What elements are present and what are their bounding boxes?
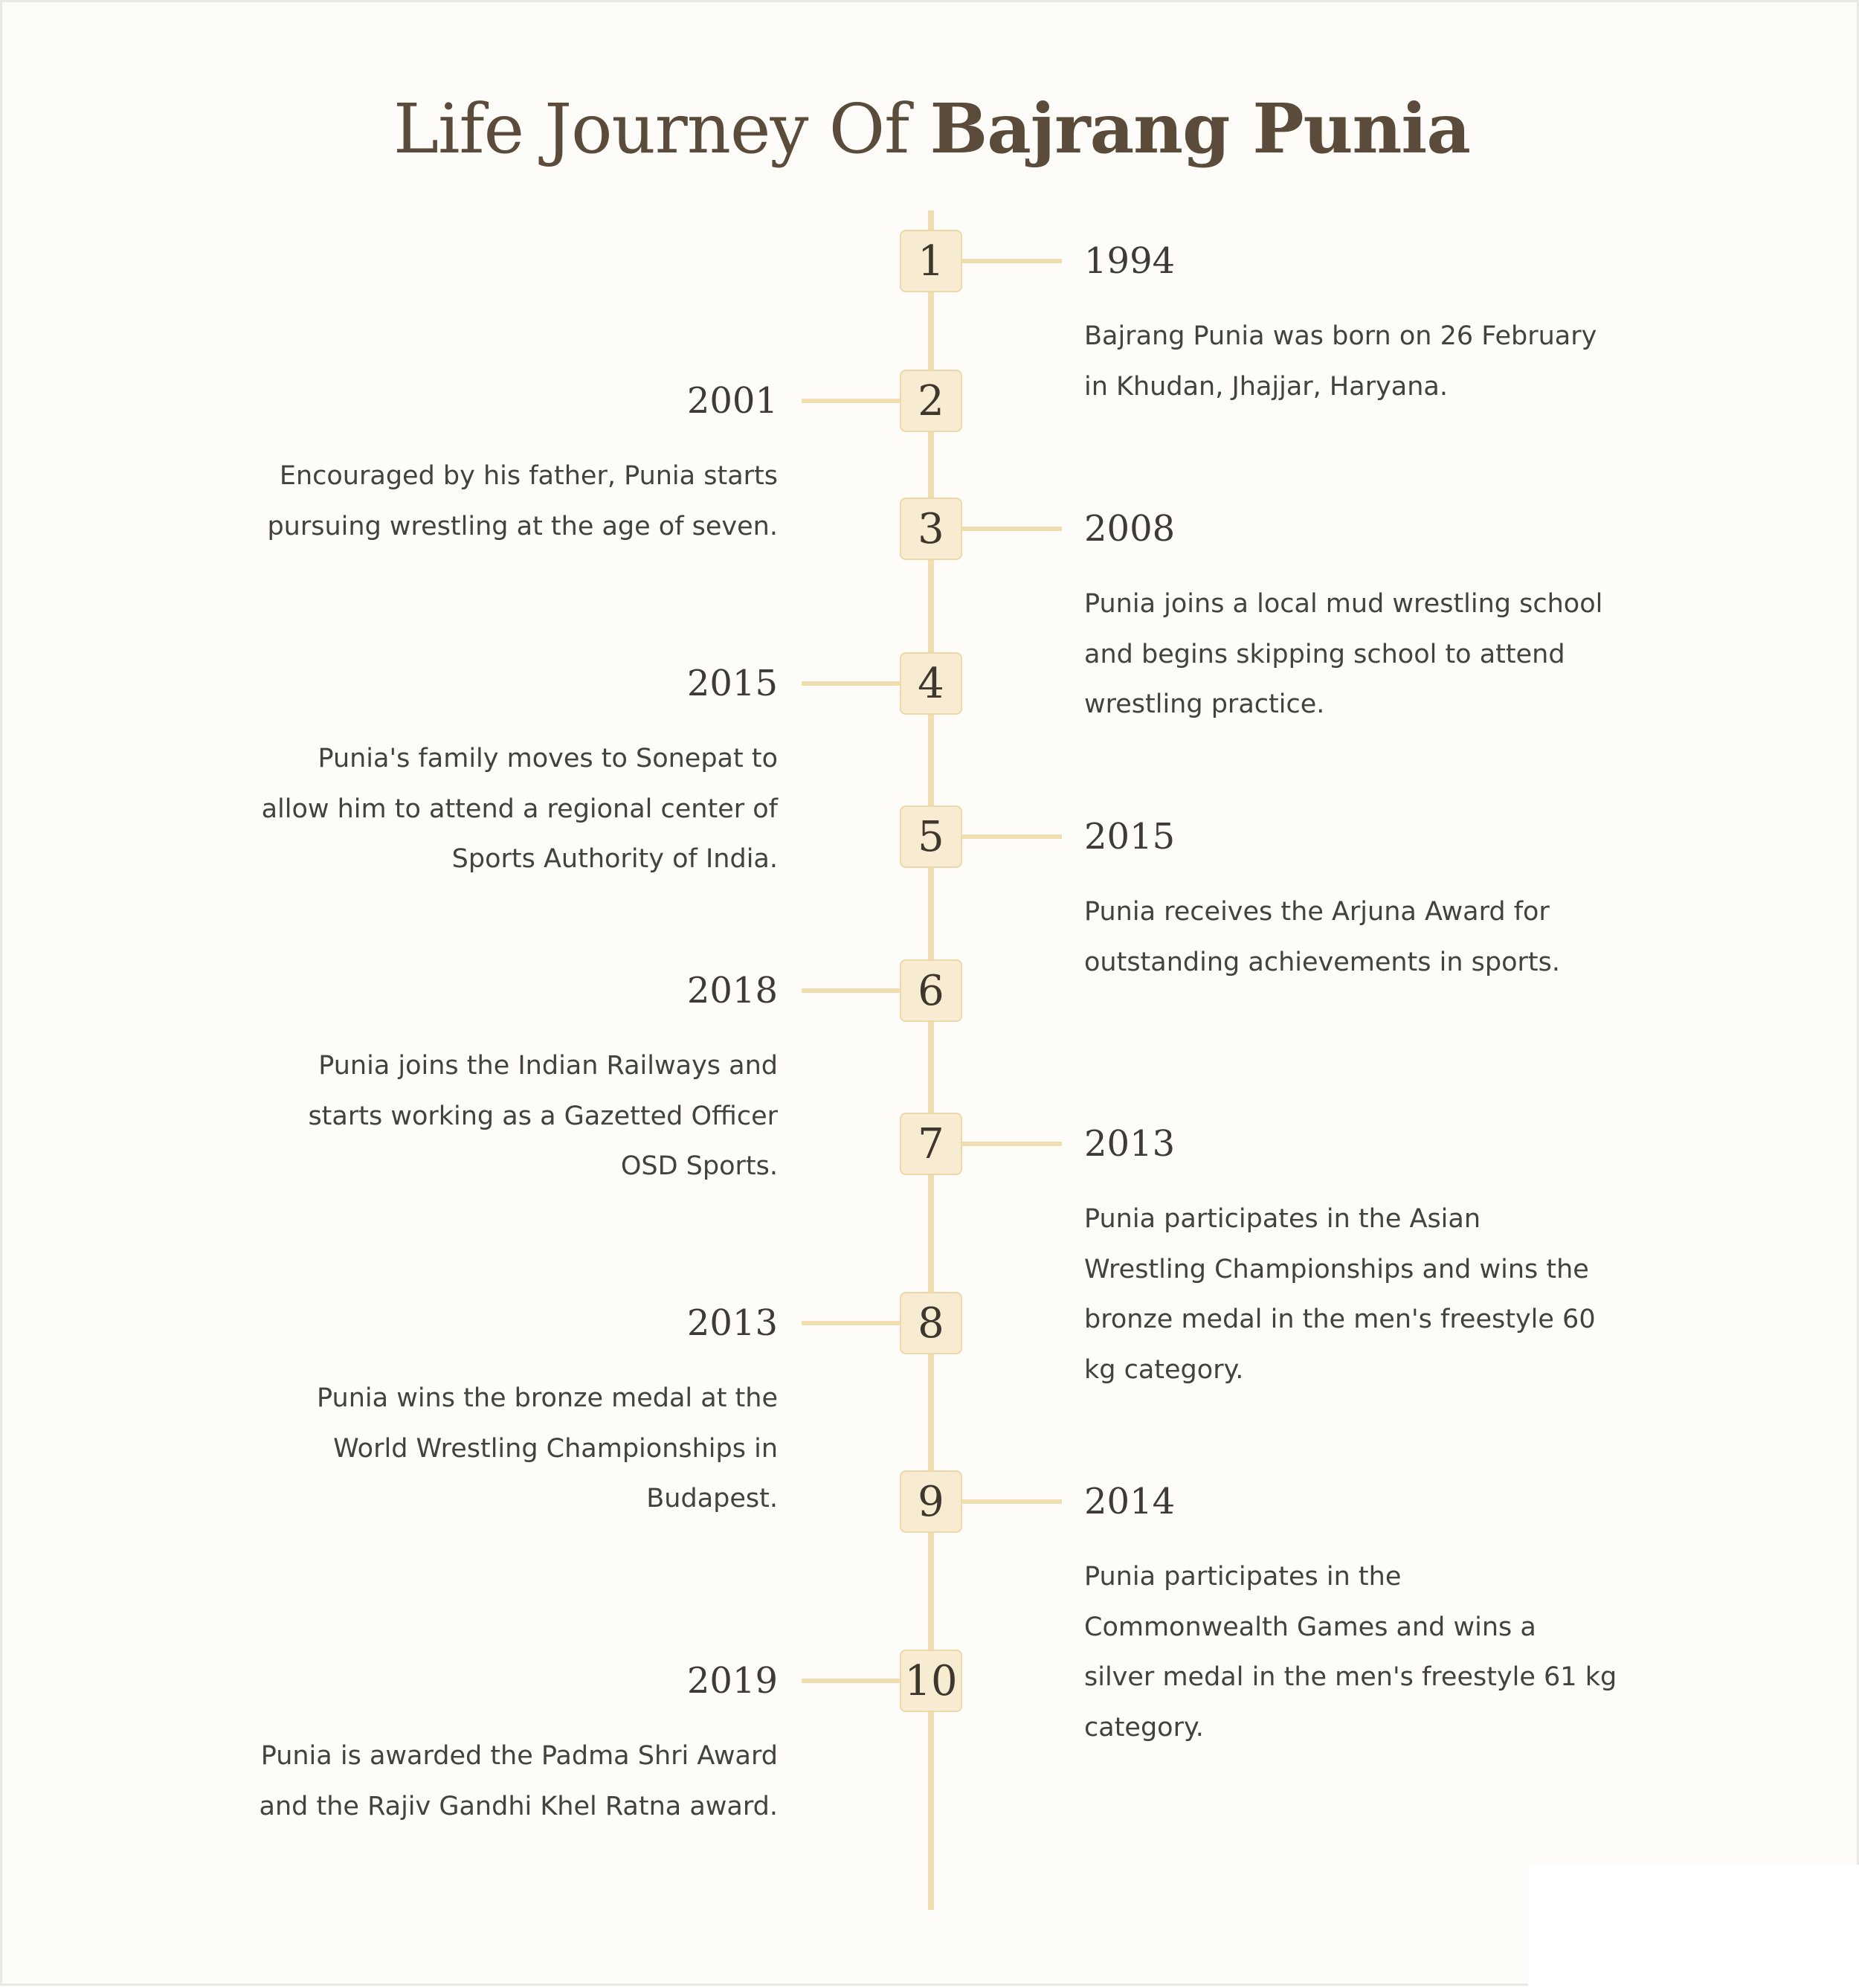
description-line: OSD Sports. — [620, 1151, 778, 1181]
event-year-10: 2019 — [686, 1660, 778, 1702]
event-description-2 — [257, 451, 778, 552]
event-description-1 — [1084, 312, 1605, 412]
event-description-5 — [1084, 887, 1605, 988]
description-line: Punia participates in the — [1084, 1562, 1402, 1592]
description-line: Encouraged by his father, Punia starts — [279, 461, 778, 491]
step-badge-8: 8 — [900, 1292, 962, 1354]
event-description-6 — [257, 1041, 778, 1192]
description-line: Punia is awarded the Padma Shri Award — [260, 1741, 778, 1771]
event-description-4 — [257, 734, 778, 885]
step-badge-2: 2 — [900, 370, 962, 432]
event-year-6: 2018 — [686, 970, 778, 1011]
step-badge-5: 5 — [900, 805, 962, 868]
event-year-4: 2015 — [686, 663, 778, 704]
description-line: Wrestling Championships and wins the — [1084, 1254, 1589, 1284]
description-line: kg category. — [1084, 1354, 1244, 1385]
description-line: Punia joins a local mud wrestling school — [1084, 589, 1603, 619]
corner-background — [1528, 1865, 1859, 1988]
step-badge-1: 1 — [900, 230, 962, 292]
event-year-1: 1994 — [1084, 240, 1176, 282]
event-year-9: 2014 — [1084, 1481, 1176, 1522]
description-line: wrestling practice. — [1084, 689, 1325, 719]
title-prefix: Life Journey Of — [393, 89, 930, 169]
event-year-5: 2015 — [1084, 816, 1176, 858]
event-description-10 — [257, 1731, 778, 1832]
description-line: Commonwealth Games and wins a — [1084, 1612, 1536, 1642]
step-badge-6: 6 — [900, 959, 962, 1022]
event-description-9 — [1084, 1552, 1617, 1753]
description-line: in Khudan, Jhajjar, Haryana. — [1084, 371, 1449, 402]
event-description-8 — [257, 1374, 778, 1525]
description-line: Punia participates in the Asian — [1084, 1204, 1481, 1234]
event-description-3 — [1084, 579, 1605, 730]
description-line: starts working as a Gazetted Officer — [308, 1101, 778, 1131]
event-year-8: 2013 — [686, 1302, 778, 1344]
description-line: bronze medal in the men's freestyle 60 — [1084, 1305, 1596, 1334]
description-line: Punia wins the bronze medal at the — [317, 1383, 778, 1413]
event-year-3: 2008 — [1084, 508, 1176, 550]
step-badge-7: 7 — [900, 1113, 962, 1175]
description-line: Sports Authority of India. — [451, 844, 778, 874]
description-line: category. — [1084, 1712, 1204, 1743]
title-name: Bajrang Punia — [930, 89, 1470, 169]
description-line: Bajrang Punia was born on 26 February — [1084, 321, 1597, 351]
description-line: pursuing wrestling at the age of seven. — [267, 511, 778, 541]
description-line: Punia's family moves to Sonepat to — [318, 744, 778, 773]
description-line: and the Rajiv Gandhi Khel Ratna award. — [259, 1791, 778, 1821]
step-badge-4: 4 — [900, 652, 962, 715]
event-year-2: 2001 — [686, 380, 778, 422]
step-badge-9: 9 — [900, 1470, 962, 1533]
step-badge-10: 10 — [900, 1650, 962, 1712]
description-line: Budapest. — [646, 1484, 778, 1513]
page-title — [2, 77, 1859, 181]
event-description-7 — [1084, 1194, 1605, 1395]
description-line: Punia joins the Indian Railways and — [318, 1051, 778, 1081]
description-line: allow him to attend a regional center of — [261, 794, 778, 824]
description-line: Punia receives the Arjuna Award for — [1084, 897, 1550, 927]
step-badge-3: 3 — [900, 498, 962, 560]
description-line: silver medal in the men's freestyle 61 kg — [1084, 1662, 1617, 1692]
description-line: and begins skipping school to attend — [1084, 639, 1565, 669]
event-year-7: 2013 — [1084, 1123, 1176, 1165]
description-line: outstanding achievements in sports. — [1084, 947, 1561, 977]
description-line: World Wrestling Championships in — [333, 1433, 778, 1464]
